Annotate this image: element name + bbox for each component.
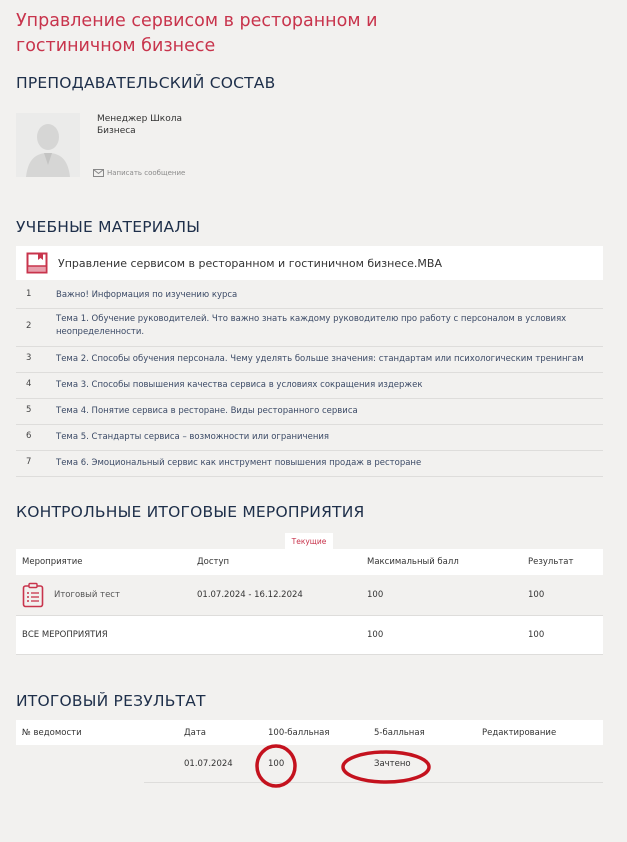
material-number: 2 (26, 321, 32, 331)
material-number: 3 (26, 353, 32, 363)
final-table (16, 720, 603, 783)
material-link[interactable]: Тема 3. Способы повышения качества сервиса в условиях сокращения издержек (56, 380, 423, 390)
material-link[interactable]: Тема 2. Способы обучения персонала. Чему уделять больше значения: стандартам или психологическим тренингам (56, 354, 584, 364)
control-table-header (16, 549, 603, 575)
material-link[interactable]: Важно! Информация по изучению курса (56, 290, 238, 300)
material-number: 5 (26, 405, 32, 415)
material-number: 1 (26, 289, 32, 299)
teacher-name: Менеджер Школа Бизнеса (97, 114, 182, 136)
material-item[interactable] (16, 372, 603, 399)
material-number: 7 (26, 457, 32, 467)
material-item[interactable] (16, 282, 603, 309)
teachers-heading: ПРЕПОДАВАТЕЛЬСКИЙ СОСТАВ (16, 74, 276, 92)
final-row (16, 745, 603, 783)
event-result: 100 (528, 590, 545, 600)
col-5: 5-балльная (374, 727, 425, 738)
col-result: Результат (528, 557, 574, 567)
event-access: 01.07.2024 - 16.12.2024 (197, 590, 303, 600)
material-item[interactable] (16, 346, 603, 373)
total-label: ВСЕ МЕРОПРИЯТИЯ (22, 630, 108, 640)
col-event: Мероприятие (22, 557, 83, 567)
material-item[interactable] (16, 450, 603, 477)
material-item[interactable] (16, 398, 603, 425)
material-link[interactable]: Тема 5. Стандарты сервиса – возможности или ограничения (56, 432, 330, 442)
col-edit: Редактирование (482, 727, 557, 738)
material-link[interactable]: Тема 4. Понятие сервиса в ресторане. Виды ресторанного сервиса (56, 406, 358, 416)
final-heading: ИТОГОВЫЙ РЕЗУЛЬТАТ (16, 692, 206, 710)
table-row[interactable] (16, 575, 603, 616)
col-max: Максимальный балл (367, 557, 459, 567)
control-table (16, 549, 603, 655)
material-number: 4 (26, 379, 32, 389)
envelope-icon (93, 169, 104, 177)
book-icon (26, 252, 48, 274)
course-name: Управление сервисом в ресторанном и гостиничном бизнесе.MBA (58, 256, 442, 270)
material-link[interactable]: Тема 6. Эмоциональный сервис как инструмент повышения продаж в ресторане (56, 458, 422, 468)
col-number: № ведомости (22, 727, 82, 738)
final-score-100: 100 (268, 759, 285, 769)
write-message-link[interactable] (93, 169, 185, 177)
col-date: Дата (184, 727, 207, 738)
total-result: 100 (528, 630, 545, 640)
control-heading: КОНТРОЛЬНЫЕ ИТОГОВЫЕ МЕРОПРИЯТИЯ (16, 503, 365, 521)
page-title: Управление сервисом в ресторанном и гостиничном бизнесе (16, 11, 378, 56)
final-date: 01.07.2024 (184, 759, 233, 769)
teacher-avatar (16, 113, 80, 177)
tab-current[interactable]: Текущие (285, 533, 333, 549)
col-access: Доступ (197, 557, 230, 567)
course-header[interactable] (16, 246, 603, 280)
clipboard-test-icon (22, 582, 44, 608)
event-name[interactable]: Итоговый тест (54, 590, 120, 600)
material-number: 6 (26, 431, 32, 441)
total-row (16, 616, 603, 655)
col-100: 100-балльная (268, 727, 330, 738)
final-score-5: Зачтено (374, 759, 411, 769)
total-max: 100 (367, 630, 384, 640)
write-message-label: Написать сообщение (107, 169, 186, 177)
material-link[interactable]: Тема 1. Обучение руководителей. Что важно знать каждому руководителю про работу с персоналом в условиях неопределенности. (56, 314, 567, 337)
event-max: 100 (367, 590, 384, 600)
materials-heading: УЧЕБНЫЕ МАТЕРИАЛЫ (16, 218, 201, 236)
user-silhouette-icon (16, 113, 80, 177)
material-item[interactable] (16, 308, 603, 347)
final-table-header (16, 720, 603, 745)
material-item[interactable] (16, 424, 603, 451)
